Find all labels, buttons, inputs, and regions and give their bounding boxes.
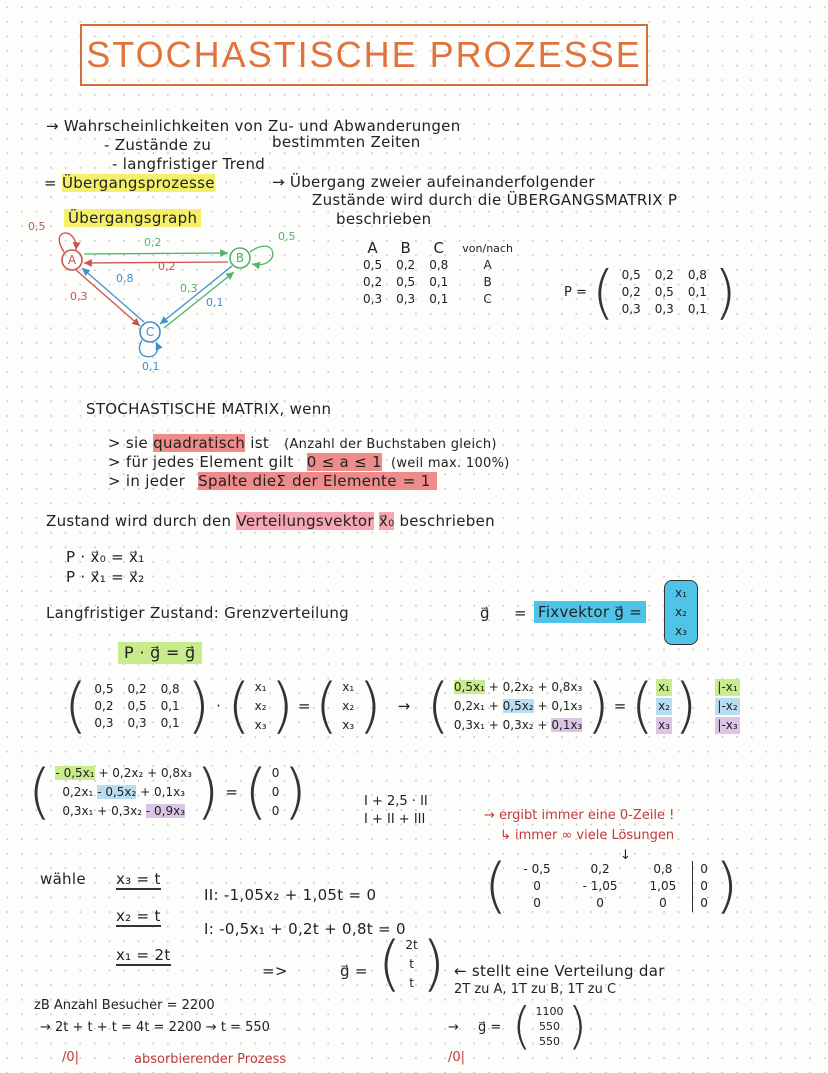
example-line1: zB Anzahl Besucher = 2200 [34,998,215,1013]
stoch-l3-hl4: = 1 [397,472,437,490]
red-cell: 0 [693,895,715,912]
label-ca: 0,8 [116,272,134,285]
paren-left: ( [426,671,450,741]
solve-g-vector [378,929,446,999]
zustand-eq1: P · x⃗₀ = x⃗₁ [66,548,145,566]
paren-right: ) [270,671,294,741]
g-cell: 2t [405,937,418,952]
red-cell: - 1,05 [582,878,618,893]
intro-eq-sign: = [44,174,57,192]
table-row-label: C [483,292,492,306]
x-cell: x₁ [342,679,355,694]
r1-op: + [537,679,548,694]
node-b-label: B [235,251,245,265]
table-cell: 0,3 [363,292,383,306]
table-header: B [400,239,411,257]
zustand-post: beschrieben [399,512,495,530]
label-bc: 0,3 [180,282,198,295]
label-aa: 0,5 [28,222,46,233]
red-cell: 0,8 [653,861,673,876]
m-cell: 0,1 [160,698,180,713]
solve-eq-ii: II: -1,05x₂ + 1,05t = 0 [204,886,377,904]
p-cell: 0,3 [654,301,674,316]
x-cell: x₁ [658,679,670,694]
label-bb: 0,5 [278,230,296,243]
table-cell: 0,3 [396,292,416,306]
sys-term: + 0,1x₃ [140,784,186,799]
label-ba: 0,2 [158,260,176,273]
paren-right: ) [195,757,220,827]
p-matrix [592,258,737,326]
p-cell: 0,1 [687,301,707,316]
solve-x1: x₁ = 2t [116,946,171,964]
p-cell: 0,5 [654,284,674,299]
r3-term: 0,1x₃ [551,717,583,732]
red-cell: 0 [533,895,541,910]
sys-term: 0,3x₂ [111,803,143,818]
table-row-label: B [483,275,492,289]
eq-sign: = [613,697,627,715]
intro-arrow-text1: → Übergang zweier aufeinanderfolgender [272,173,595,191]
table-cell: 0,1 [429,292,449,306]
paren-left: ( [592,258,615,326]
r3-op: + [488,717,499,732]
sys-term: + 0,2x₂ [98,765,144,780]
table-cell: 0,5 [396,275,416,289]
paren-left: ( [484,851,508,921]
table-cell: 0,1 [429,275,449,289]
fixvektor-vector [664,580,698,645]
loop-b [250,246,273,265]
zero-cell: 0 [271,784,280,799]
zustand-eq2: P · x⃗₁ = x⃗₂ [66,568,145,586]
p-cell: 0,5 [621,267,641,282]
waehle-label: wähle [40,870,86,888]
paren-left: ( [378,929,402,999]
dot-sign: · [216,697,222,715]
red-cell: 0,2 [590,861,610,876]
sys-term: 0,2x₁ [62,784,94,799]
example-g-label: g⃗ = [478,1020,502,1035]
label-ab: 0,2 [144,236,162,249]
p-cell: 0,2 [621,284,641,299]
intro-line1: → Wahrscheinlichkeiten von Zu- und Abwanderungen [46,117,461,135]
example-arrow: → [448,1020,459,1035]
p-label: P = [564,285,587,300]
r3-term: 0,3x₂ [502,717,534,732]
paren-right: ) [567,997,588,1055]
fix-x1: x₁ [675,586,687,600]
sys-term: - 0,9x₃ [145,803,186,818]
paren-left: ( [512,997,532,1055]
paren-right: ) [714,851,739,921]
eq-sign: = [225,783,239,801]
paren-right: ) [673,671,698,741]
sys-op: + [97,803,108,818]
system-op1: I + 2,5 · II [364,794,428,809]
r3-term: 0,3x₁ [453,717,485,732]
p-cell: 0,8 [687,267,707,282]
langfristig-text: Langfristiger Zustand: Grenzverteilung [46,604,349,622]
stoch-l1-post: ist [250,434,270,452]
m-cell: 0,2 [94,698,114,713]
system-note2: ↳ immer ∞ viele Lösungen [500,828,675,843]
x-cell: x₂ [342,698,355,713]
stoch-line1 [108,434,497,452]
solve-g-label: g⃗ = [340,962,368,980]
zero-cell: 0 [271,803,280,818]
x-cell: x₃ [342,717,355,732]
stoch-l1-note: (Anzahl der Buchstaben gleich) [284,437,497,452]
intro-arrow-text3: beschrieben [336,210,432,228]
x-cell: x₁ [254,679,267,694]
g-cell: t [409,956,414,971]
system-op2: I + II + III [364,812,426,827]
reduced-matrix [484,851,739,921]
paren-right: ) [186,671,211,741]
intro-line3: - langfristiger Trend [112,155,266,173]
sys-term: - 0,5x₂ [97,784,137,799]
stoch-l1-hl: quadratisch [153,434,246,452]
r2-op: + [537,698,548,713]
red-cell: 0 [596,895,604,910]
table-cell: 0,2 [363,275,383,289]
stoch-l2-hl: 0 ≤ a ≤ 1 [306,453,382,471]
sys-term: 0,3x₁ [62,803,94,818]
zustand-hl: Verteilungsvektor [236,512,374,530]
p-cell: 0,1 [687,284,707,299]
intro-arrow-text2: Zustände wird durch die ÜBERGANGSMATRIX P [312,191,678,209]
ex-cell: 1100 [535,1004,564,1018]
m-cell: 0,3 [127,715,147,730]
stoch-l1-pre: > sie [108,434,149,452]
zustand-vec: x⃗₀ [378,512,395,530]
ex-cell: 550 [539,1019,561,1033]
m-cell: 0,8 [160,681,180,696]
sys-op: + [147,765,158,780]
example-line2: → 2t + t + t = 4t = 2200 → t = 550 [40,1020,270,1035]
node-a-label: A [67,253,77,267]
eq-sign: = [297,697,311,715]
red-cell: 0 [533,878,541,893]
example-vector [512,996,587,1056]
p-cell: 0,3 [621,301,641,316]
paren-left: ( [28,757,52,827]
solve-eq-i: I: -0,5x₁ + 0,2t + 0,8t = 0 [204,920,406,938]
paren-left: ( [64,671,88,741]
red-cell: - 0,5 [523,861,551,876]
sys-term: 0,8x₃ [160,765,192,780]
linear-system [28,757,307,827]
arrow-sign: → [397,697,411,715]
paren-right: ) [358,671,382,741]
edge-c-a [82,268,144,322]
r1-term: 0,5x₁ [453,679,485,694]
stoch-l2-note: (weil max. 100%) [390,456,510,471]
x-cell: x₃ [658,717,670,732]
r1-op: + [488,679,499,694]
transition-graph [20,222,310,372]
table-header: A [367,239,378,257]
table-header: C [433,239,444,257]
footer-text: absorbierender Prozess [134,1052,287,1067]
p-cell: 0,2 [654,267,674,282]
paren-left: ( [630,671,655,741]
stoch-l3-hl1: Spalte die [198,472,277,490]
edge-c-b [164,272,234,328]
stoch-line2 [108,453,510,471]
fix-x3: x₃ [675,624,687,638]
x-cell: x₃ [254,717,267,732]
pg-equation: P · g⃗ = g⃗ [118,642,202,664]
r2-term: 0,5x₂ [502,698,534,713]
r1-term: 0,2x₂ [502,679,534,694]
red-cell: 0 [659,895,667,910]
m-cell: 0,1 [160,715,180,730]
g-cell: t [409,975,414,990]
edge-b-a [84,262,228,263]
table-cell: 0,2 [396,258,416,272]
m-cell: 0,2 [127,681,147,696]
stoch-l2-pre: > für jedes Element gilt [108,453,294,471]
minus-x: |-x₁ [717,679,738,694]
intro-eq [44,174,215,192]
paren-left: ( [244,757,268,827]
intro-line2a: - Zustände zu [104,136,212,154]
paren-left: ( [314,671,339,741]
red-cell: 0 [693,861,715,878]
graph-heading: Übergangsgraph [64,209,201,227]
r2-term: 0,2x₁ [453,698,485,713]
intro-line2b: bestimmten Zeiten [272,133,421,151]
fixvektor-label: Fixvektor g⃗ = [534,601,646,623]
label-cc: 0,1 [142,360,160,372]
minus-x: |-x₃ [717,717,738,732]
uebergangsprozesse-highlight: Übergangsprozesse [61,174,215,192]
stoch-l3-hl2: Σ [276,472,287,490]
m-cell: 0,5 [94,681,114,696]
footer-right: /0| [448,1050,466,1065]
label-ac: 0,3 [70,290,88,303]
table-row-label: A [483,258,492,272]
x-cell: x₂ [658,698,670,713]
red-cell: 0 [693,878,715,895]
r3-op: + [537,717,548,732]
system-note1: → ergibt immer eine 0-Zeile ! [484,808,675,823]
implies-sign: => [262,962,288,980]
stoch-l3-pre: > in jeder [108,472,186,490]
stoch-heading: STOCHASTISCHE MATRIX, wenn [86,400,332,418]
edge-b-c [160,266,232,324]
big-equation [64,671,742,741]
langfristig-g: g⃗ [480,604,490,622]
table-von-nach: von/nach [462,242,513,255]
stoch-l3-hl3: der Elemente [286,472,397,490]
paren-right: ) [283,757,307,827]
table-cell: 0,5 [363,258,383,272]
fix-x2: x₂ [675,605,687,619]
transition-table [356,240,520,308]
solve-x2: x₂ = t [116,907,161,925]
ex-cell: 550 [539,1034,561,1048]
paren-right: ) [586,671,610,741]
edge-a-b [84,253,228,254]
m-cell: 0,3 [94,715,114,730]
paren-right: ) [421,929,446,999]
zustand-line [46,512,495,530]
zustand-pre: Zustand wird durch den [46,512,232,530]
label-cb: 0,1 [206,296,224,309]
solve-desc1: ← stellt eine Verteilung dar [454,962,665,980]
zero-cell: 0 [271,765,280,780]
page-title: STOCHASTISCHE PROZESSE [86,34,642,75]
stoch-line3 [108,472,437,490]
m-cell: 0,5 [127,698,147,713]
down-arrow: ↓ [620,848,631,863]
minus-x: |-x₂ [717,698,738,713]
footer-left: /0| [62,1050,80,1065]
r2-term: 0,1x₃ [551,698,583,713]
paren-right: ) [713,258,737,326]
title-box [80,24,648,86]
sys-term: - 0,5x₁ [55,765,95,780]
r2-op: + [488,698,499,713]
solve-x3: x₃ = t [116,870,161,888]
node-c-label: C [145,325,155,339]
red-cell: 1,05 [649,878,677,893]
solve-desc2: 2T zu A, 1T zu B, 1T zu C [454,982,617,997]
r1-term: 0,8x₃ [551,679,583,694]
x-cell: x₂ [254,698,267,713]
paren-left: ( [227,671,251,741]
langfristig-eq: = [514,604,527,622]
loop-a [59,233,76,252]
table-cell: 0,8 [429,258,449,272]
